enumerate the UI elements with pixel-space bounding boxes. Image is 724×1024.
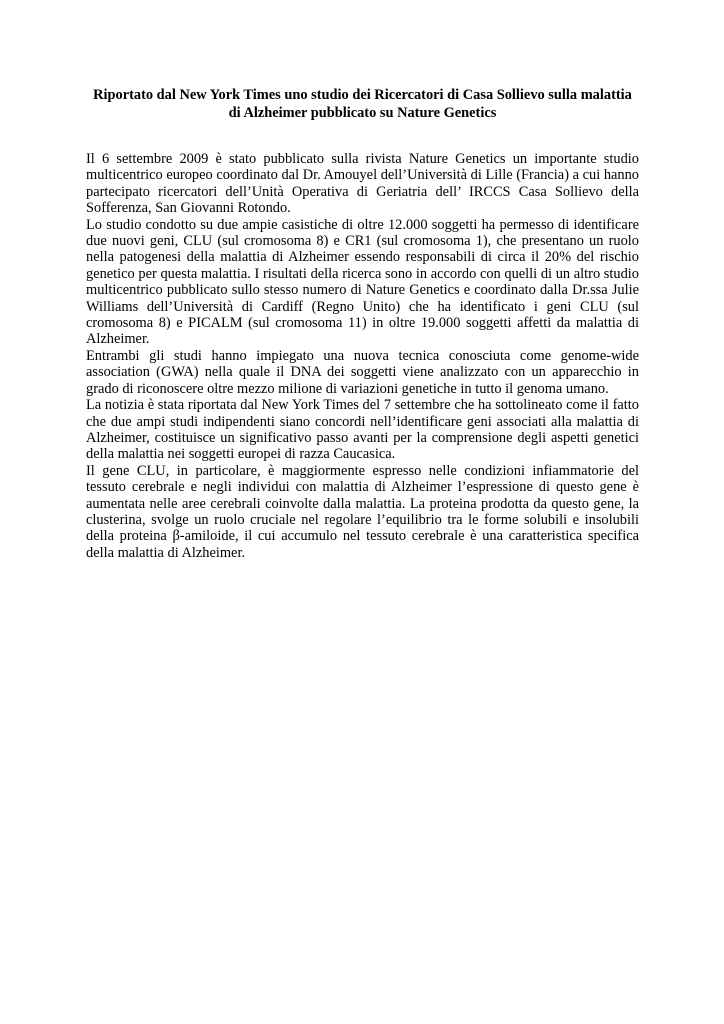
paragraph-clu-gene: Il gene CLU, in particolare, è maggiormente espresso nelle condizioni infiammatorie del tessuto cerebrale e negli individui con malattia di Alzheimer l’espressione di questo gene è aumentata nelle aree cerebrali coinvolte dalla malattia. La proteina prodotta da questo gene, la clusterina, svolge un ruolo cruciale nel regolare l’equilibrio tra le forme solubili e insolubili della proteina β-amiloide, il cui accumulo nel tessuto cerebrale è una caratteristica specifica della malattia di Alzheimer. [86, 462, 639, 561]
document-content [86, 86, 639, 561]
document-body [86, 151, 639, 561]
document-title: Riportato dal New York Times uno studio dei Ricercatori di Casa Sollievo sulla malattia di Alzheimer pubblicato su Nature Genetics [93, 87, 632, 121]
paragraph-nyt: La notizia è stata riportata dal New York Times del 7 settembre che ha sottolineato come il fatto che due ampi studi indipendenti siano concordi nell’identificare geni associati alla malattia di Alzheimer, costituisce un significativo passo avanti per la comprensione degli aspetti genetici della malattia nei soggetti europei di razza Caucasica. [86, 397, 639, 463]
paragraph-study: Lo studio condotto su due ampie casistiche di oltre 12.000 soggetti ha permesso di identificare due nuovi geni, CLU (sul cromosoma 8) e CR1 (sul cromosoma 1), che presentano un ruolo nella patogenesi della malattia di Alzheimer essendo responsabili di circa il 20% del rischio genetico per questa malattia. I risultati della ricerca sono in accordo con quelli di un altro studio multicentrico pubblicato sullo stesso numero di Nature Genetics e coordinato dalla Dr.ssa Julie Williams dell’Università di Cardiff (Regno Unito) che ha identificato i geni CLU (sul cromosoma 8) e PICALM (sul cromosoma 11) in oltre 19.000 soggetti affetti da malattia di Alzheimer. [86, 216, 639, 348]
paragraph-publication: Il 6 settembre 2009 è stato pubblicato sulla rivista Nature Genetics un importante studio multicentrico europeo coordinato dal Dr. Amouyel dell’Università di Lille (Francia) a cui hanno partecipato ricercatori dell’Unità Operativa di Geriatria dell’ IRCCS Casa Sollievo della Sofferenza, San Giovanni Rotondo. [86, 151, 639, 217]
paragraph-gwa: Entrambi gli studi hanno impiegato una nuova tecnica conosciuta come genome-wide association (GWA) nella quale il DNA dei soggetti viene analizzato con un apparecchio in grado di riconoscere oltre mezzo milione di variazioni genetiche in tutto il genoma umano. [86, 347, 639, 397]
